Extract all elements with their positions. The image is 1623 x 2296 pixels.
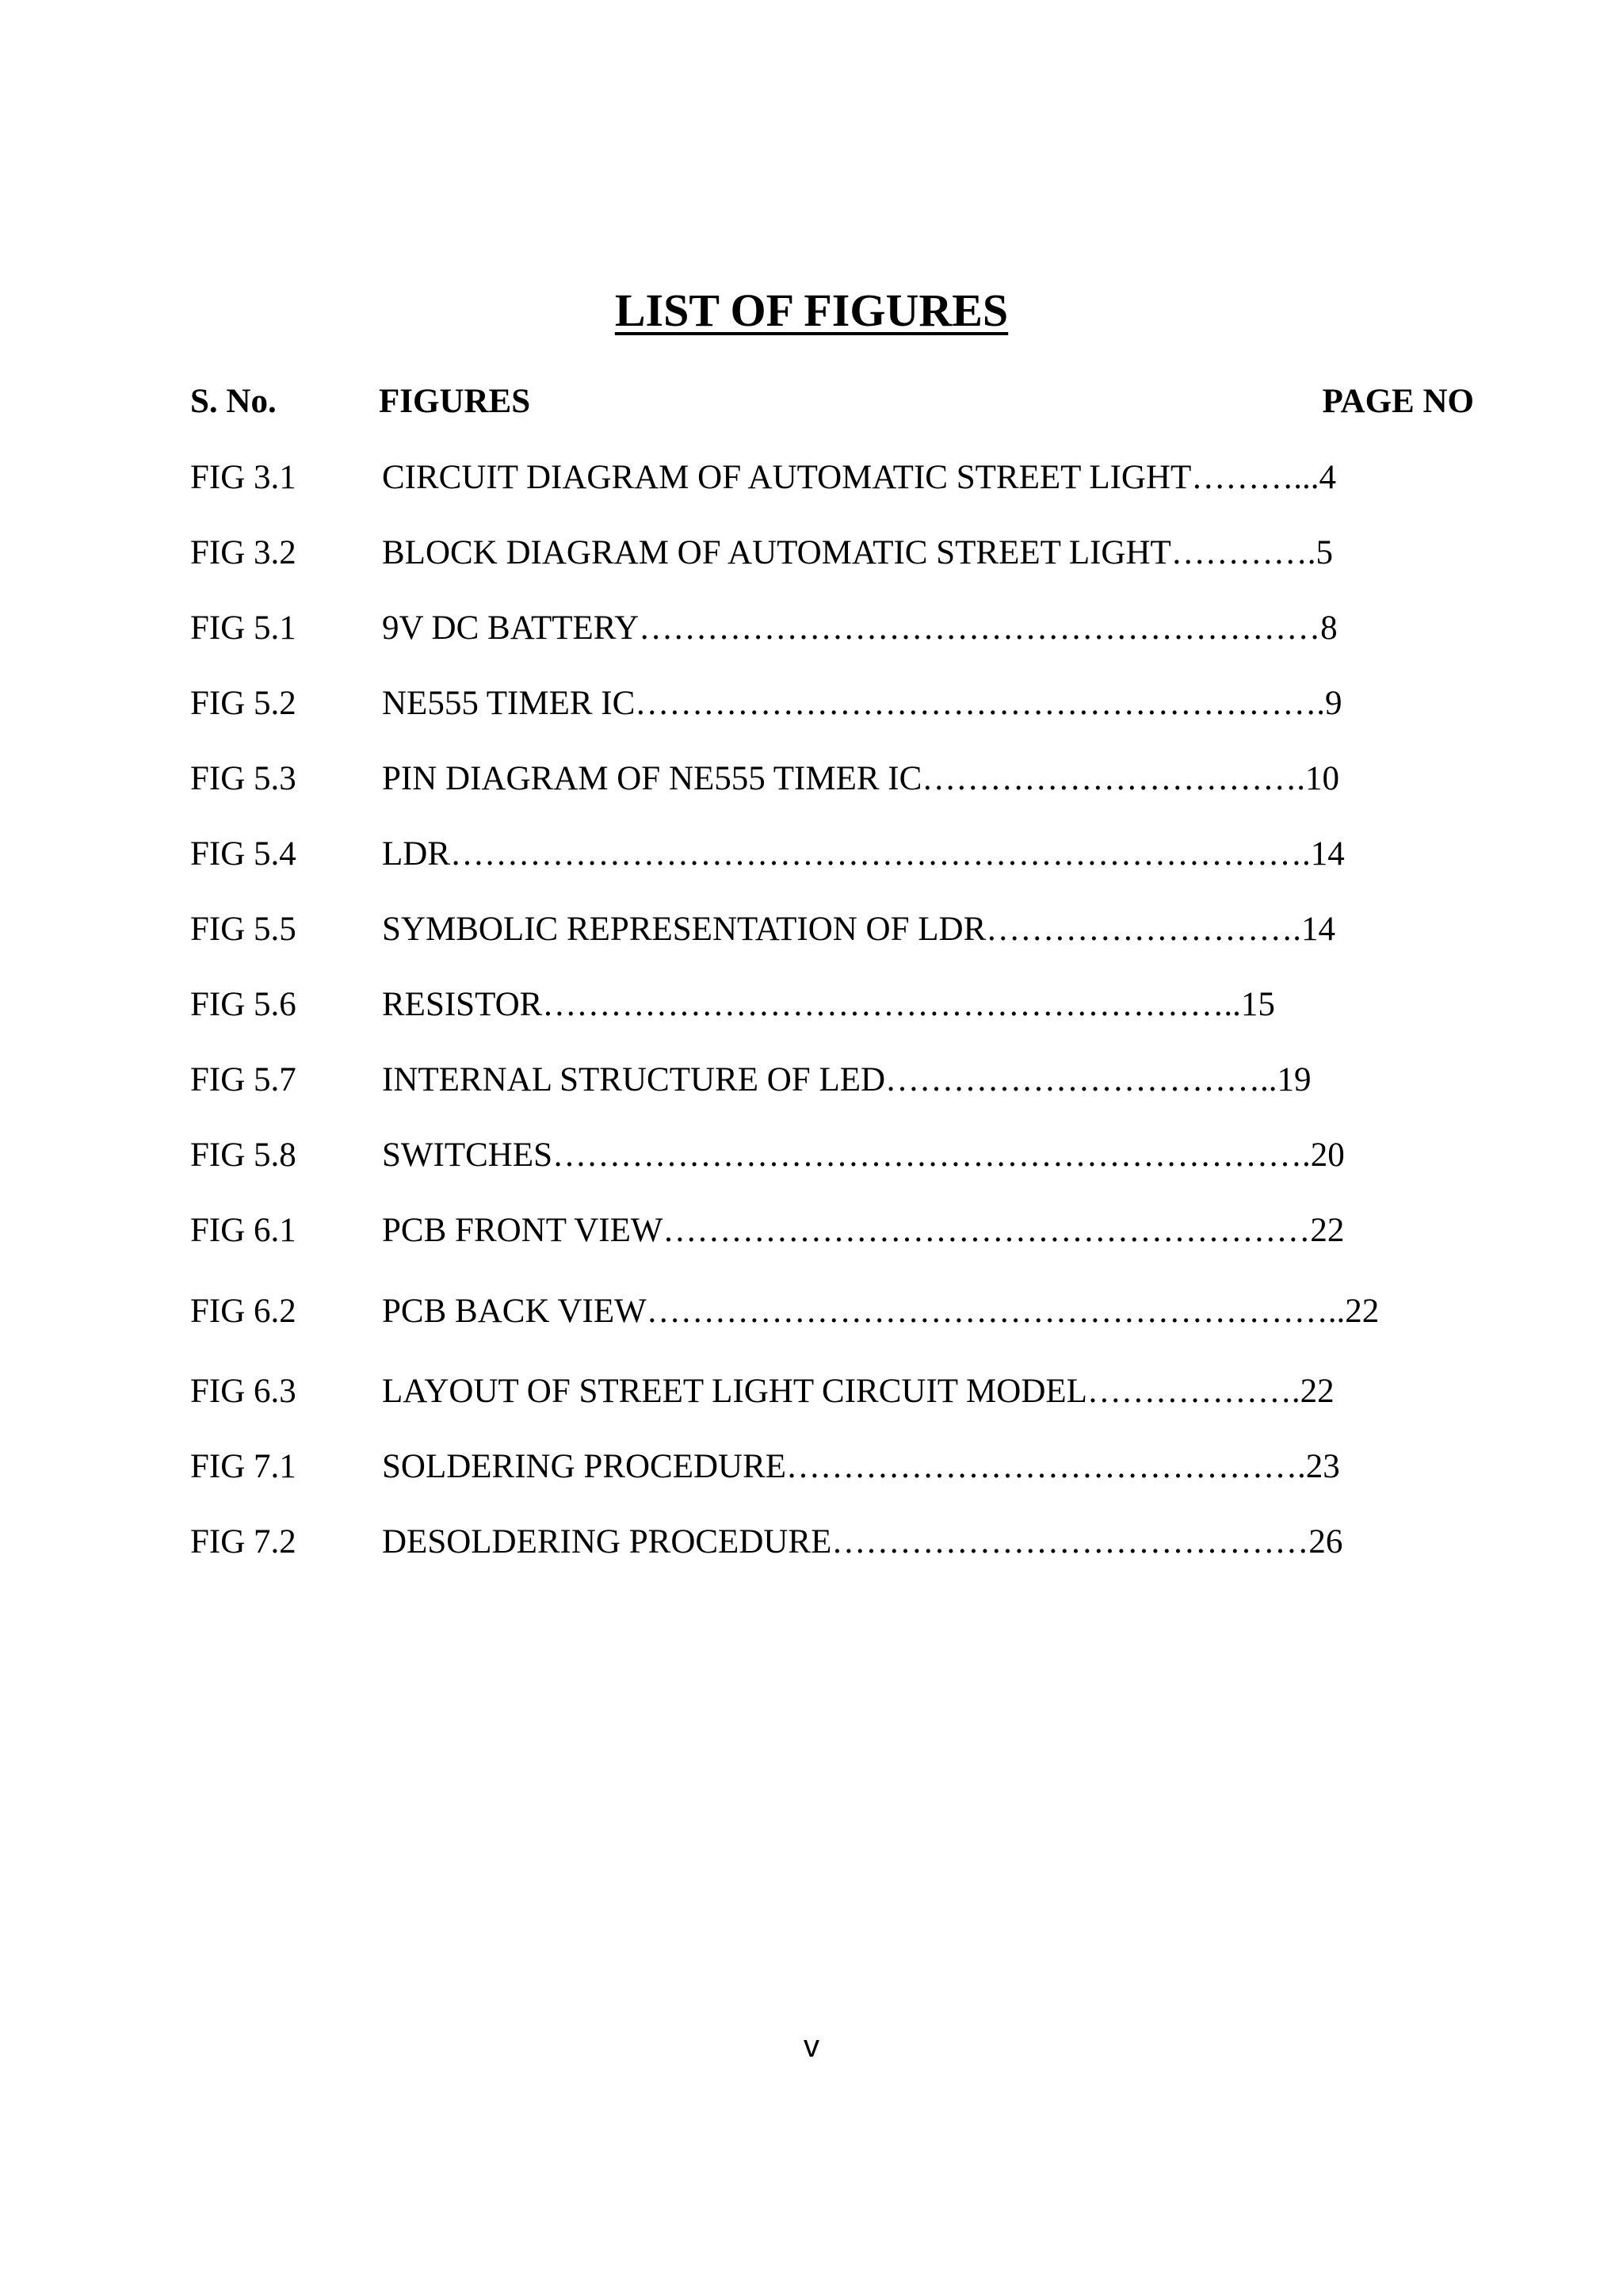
figure-number: FIG 5.6	[190, 986, 296, 1023]
figure-entry: SYMBOLIC REPRESENTATION OF LDR……………………….14	[382, 911, 1336, 948]
figure-entry: LDR………………………………………………………………….14	[382, 835, 1345, 873]
figure-entry: INTERNAL STRUCTURE OF LED……………………………..19	[382, 1061, 1312, 1098]
figure-entry: PIN DIAGRAM OF NE555 TIMER IC…………………………….10	[382, 760, 1340, 797]
header-page-no: PAGE NO	[1322, 383, 1474, 420]
page-number: v	[804, 2029, 819, 2064]
figure-number: FIG 5.1	[190, 609, 296, 647]
page-title: LIST OF FIGURES	[614, 285, 1009, 336]
figure-number: FIG 6.1	[190, 1212, 296, 1249]
figure-number: FIG 5.7	[190, 1061, 296, 1098]
figure-number: FIG 7.2	[190, 1523, 296, 1561]
figure-number: FIG 6.2	[190, 1293, 296, 1330]
figure-entry: DESOLDERING PROCEDURE……………………………………26	[382, 1523, 1343, 1561]
figure-entry: PCB FRONT VIEW…………………………………………………22	[382, 1212, 1345, 1249]
figure-number: FIG 5.4	[190, 835, 296, 873]
header-sno: S. No.	[190, 383, 277, 420]
figure-entry: SOLDERING PROCEDURE……………………………………….23	[382, 1448, 1340, 1485]
figure-number: FIG 3.1	[190, 459, 296, 496]
figure-number: FIG 5.2	[190, 685, 296, 722]
figure-entry: BLOCK DIAGRAM OF AUTOMATIC STREET LIGHT………….5	[382, 534, 1334, 571]
figure-number: FIG 5.3	[190, 760, 296, 797]
figure-entry: LAYOUT OF STREET LIGHT CIRCUIT MODEL……………….22	[382, 1373, 1335, 1410]
figure-entry: PCB BACK VIEW……………………………………………………..22	[382, 1293, 1380, 1330]
figure-entry: RESISTOR……………………………………………………..15	[382, 986, 1275, 1023]
header-figures: FIGURES	[379, 383, 531, 420]
figure-number: FIG 7.1	[190, 1448, 296, 1485]
figure-number: FIG 5.8	[190, 1137, 296, 1174]
figure-number: FIG 6.3	[190, 1373, 296, 1410]
figure-number: FIG 3.2	[190, 534, 296, 571]
figure-number: FIG 5.5	[190, 911, 296, 948]
figure-entry: SWITCHES………………………………………………………….20	[382, 1137, 1345, 1174]
figure-entry: 9V DC BATTERY……………………………………………………8	[382, 609, 1338, 647]
figure-entry: NE555 TIMER IC…………………………………………………….9	[382, 685, 1342, 722]
figure-entry: CIRCUIT DIAGRAM OF AUTOMATIC STREET LIGHT………...4	[382, 459, 1337, 496]
column-headers	[190, 382, 1474, 430]
